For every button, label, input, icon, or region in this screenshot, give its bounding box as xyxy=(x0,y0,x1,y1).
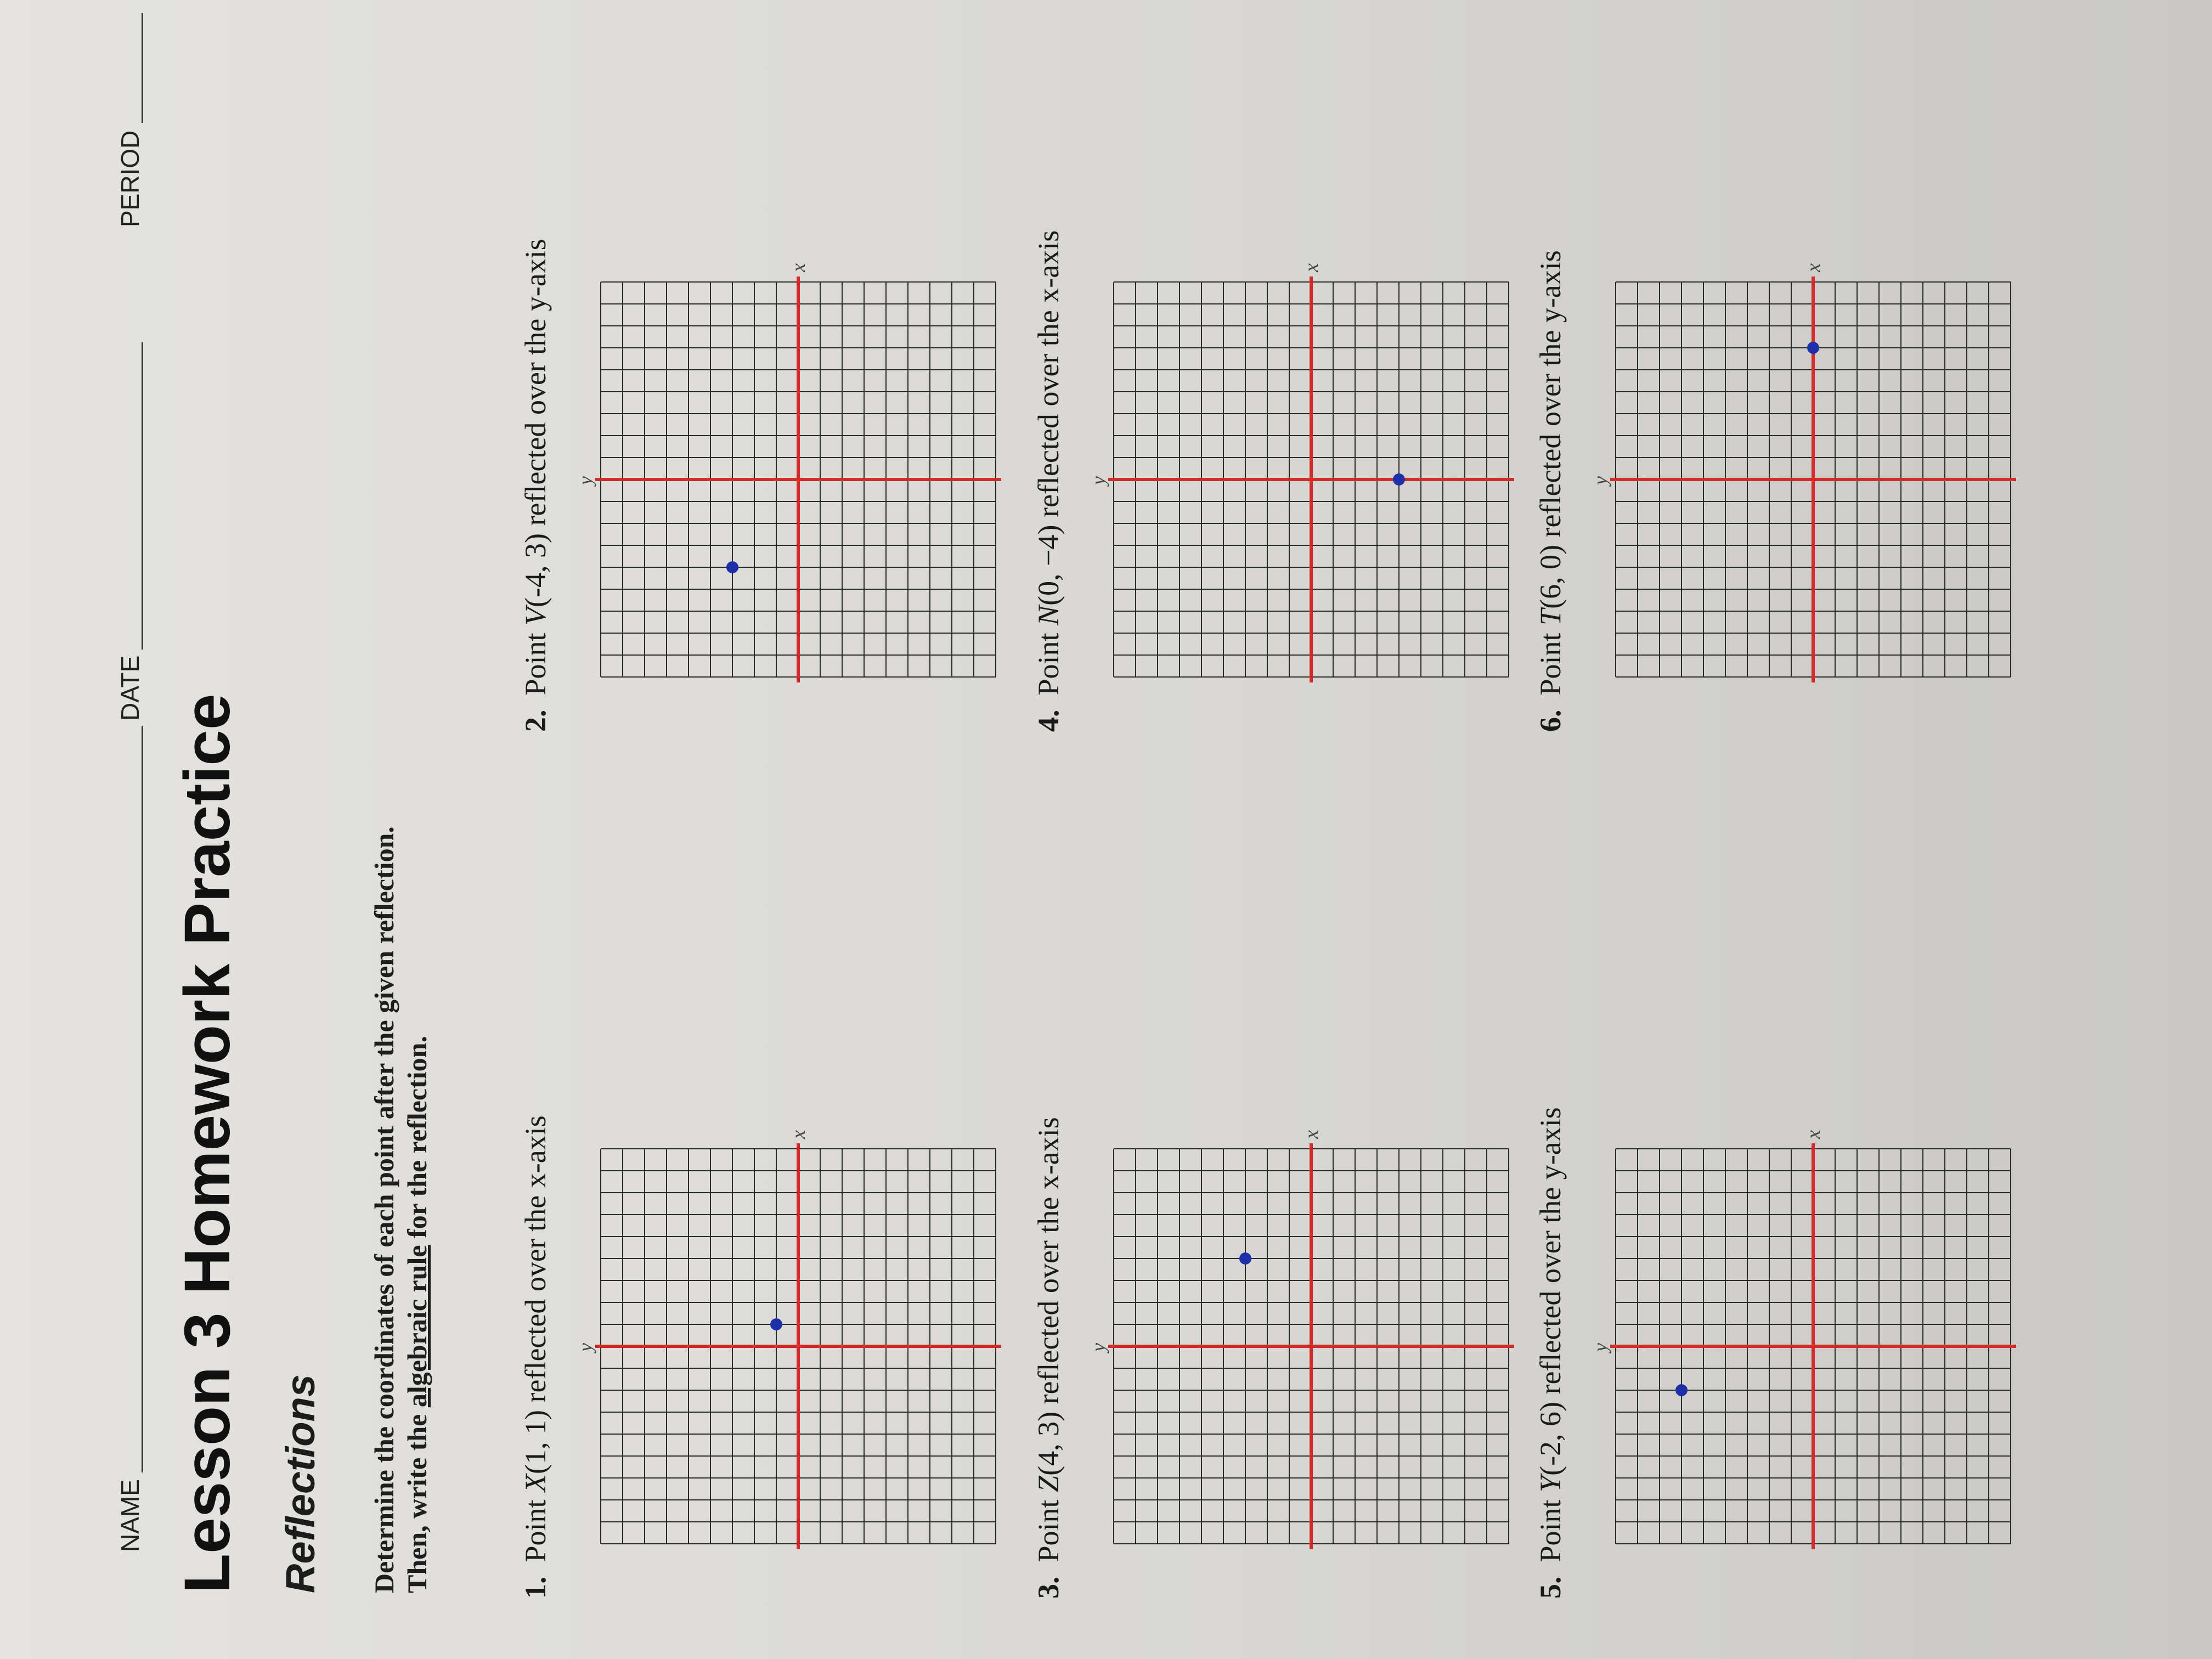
x-axis-label: x xyxy=(1300,1130,1322,1139)
instructions xyxy=(368,826,433,1593)
problem-label xyxy=(1533,1107,1567,1599)
name-label: NAME xyxy=(116,1479,144,1552)
point-name: X xyxy=(519,1474,552,1492)
point-coords: (-2, 6) xyxy=(1534,1394,1567,1476)
problem-number: 5. xyxy=(1534,1576,1567,1599)
date-label: DATE xyxy=(116,655,144,721)
problem-number: 6. xyxy=(1534,709,1567,732)
date-line xyxy=(142,342,143,650)
problem-4 xyxy=(1031,19,1503,732)
reflection-text: reflected over the x-axis xyxy=(1032,230,1065,517)
period-line xyxy=(142,13,143,123)
point-coords: (-4, 3) xyxy=(519,526,552,607)
problem-5 xyxy=(1533,885,2005,1599)
plotted-point xyxy=(770,1318,782,1330)
point-coords: (4, 3) xyxy=(1032,1404,1065,1476)
plotted-point xyxy=(1807,342,1819,354)
y-axis-label: y xyxy=(1589,1343,1611,1352)
problem-6 xyxy=(1533,19,2005,732)
plotted-point xyxy=(726,561,738,573)
reflection-text: reflected over the x-axis xyxy=(1032,1117,1065,1404)
point-name: Y xyxy=(1534,1475,1567,1492)
x-axis-label: x xyxy=(787,263,809,272)
plotted-point xyxy=(1239,1252,1251,1265)
point-word: Point xyxy=(1032,1492,1065,1562)
problem-label xyxy=(1533,250,1567,732)
instructions-line-1: Determine the coordinates of each point after the given reflection. xyxy=(369,826,399,1593)
problem-number: 3. xyxy=(1032,1576,1065,1599)
point-name: N xyxy=(1032,605,1065,625)
reflection-text: reflected over the y-axis xyxy=(1534,250,1567,538)
point-word: Point xyxy=(1534,625,1567,696)
y-axis-label: y xyxy=(1589,476,1611,485)
problem-number: 2. xyxy=(519,709,552,732)
point-name: V xyxy=(519,607,552,625)
reflection-text: reflected over the y-axis xyxy=(1534,1107,1567,1395)
coordinate-grid xyxy=(574,260,1018,699)
period-label: PERIOD xyxy=(116,130,144,227)
algebraic-rule-underlined: algebraic rule xyxy=(402,1245,432,1408)
plotted-point xyxy=(1675,1384,1688,1396)
page-subtitle: Reflections xyxy=(278,1374,323,1593)
point-coords: (0, −4) xyxy=(1032,517,1065,606)
reflection-text: reflected over the y-axis xyxy=(519,239,552,526)
coordinate-grid xyxy=(1087,1127,1531,1566)
coordinate-grid xyxy=(1087,260,1531,699)
problem-label xyxy=(1031,1117,1065,1599)
y-axis-label: y xyxy=(1087,476,1109,485)
y-axis-label: y xyxy=(574,476,596,485)
point-word: Point xyxy=(519,1492,552,1562)
problem-2 xyxy=(518,19,990,732)
x-axis-label: x xyxy=(787,1130,809,1139)
instructions-line-2: Then, write the algebraic rule for the reflection. xyxy=(402,1036,432,1593)
point-name: T xyxy=(1534,608,1567,625)
y-axis-label: y xyxy=(1087,1343,1109,1352)
coordinate-grid xyxy=(574,1127,1018,1566)
coordinate-grid xyxy=(1589,1127,2033,1566)
point-coords: (6, 0) xyxy=(1534,537,1567,609)
point-name: Z xyxy=(1032,1475,1065,1492)
coordinate-grid xyxy=(1589,260,2033,699)
reflection-text: reflected over the x-axis xyxy=(519,1115,552,1403)
problem-number: 1. xyxy=(519,1576,552,1599)
name-line xyxy=(142,726,143,1472)
problem-label xyxy=(1031,230,1065,732)
x-axis-label: x xyxy=(1802,1130,1824,1139)
problem-label xyxy=(518,239,552,732)
problem-number: 4. xyxy=(1032,709,1065,732)
point-word: Point xyxy=(1032,625,1065,696)
problem-label xyxy=(518,1115,552,1599)
x-axis-label: x xyxy=(1802,263,1824,272)
problem-3 xyxy=(1031,885,1503,1599)
plotted-point xyxy=(1393,473,1405,486)
y-axis-label: y xyxy=(574,1343,596,1352)
x-axis-label: x xyxy=(1300,263,1322,272)
point-word: Point xyxy=(519,625,552,696)
page-title: Lesson 3 Homework Practice xyxy=(171,693,244,1593)
problem-1 xyxy=(518,885,990,1599)
point-word: Point xyxy=(1534,1492,1567,1562)
point-coords: (1, 1) xyxy=(519,1402,552,1474)
